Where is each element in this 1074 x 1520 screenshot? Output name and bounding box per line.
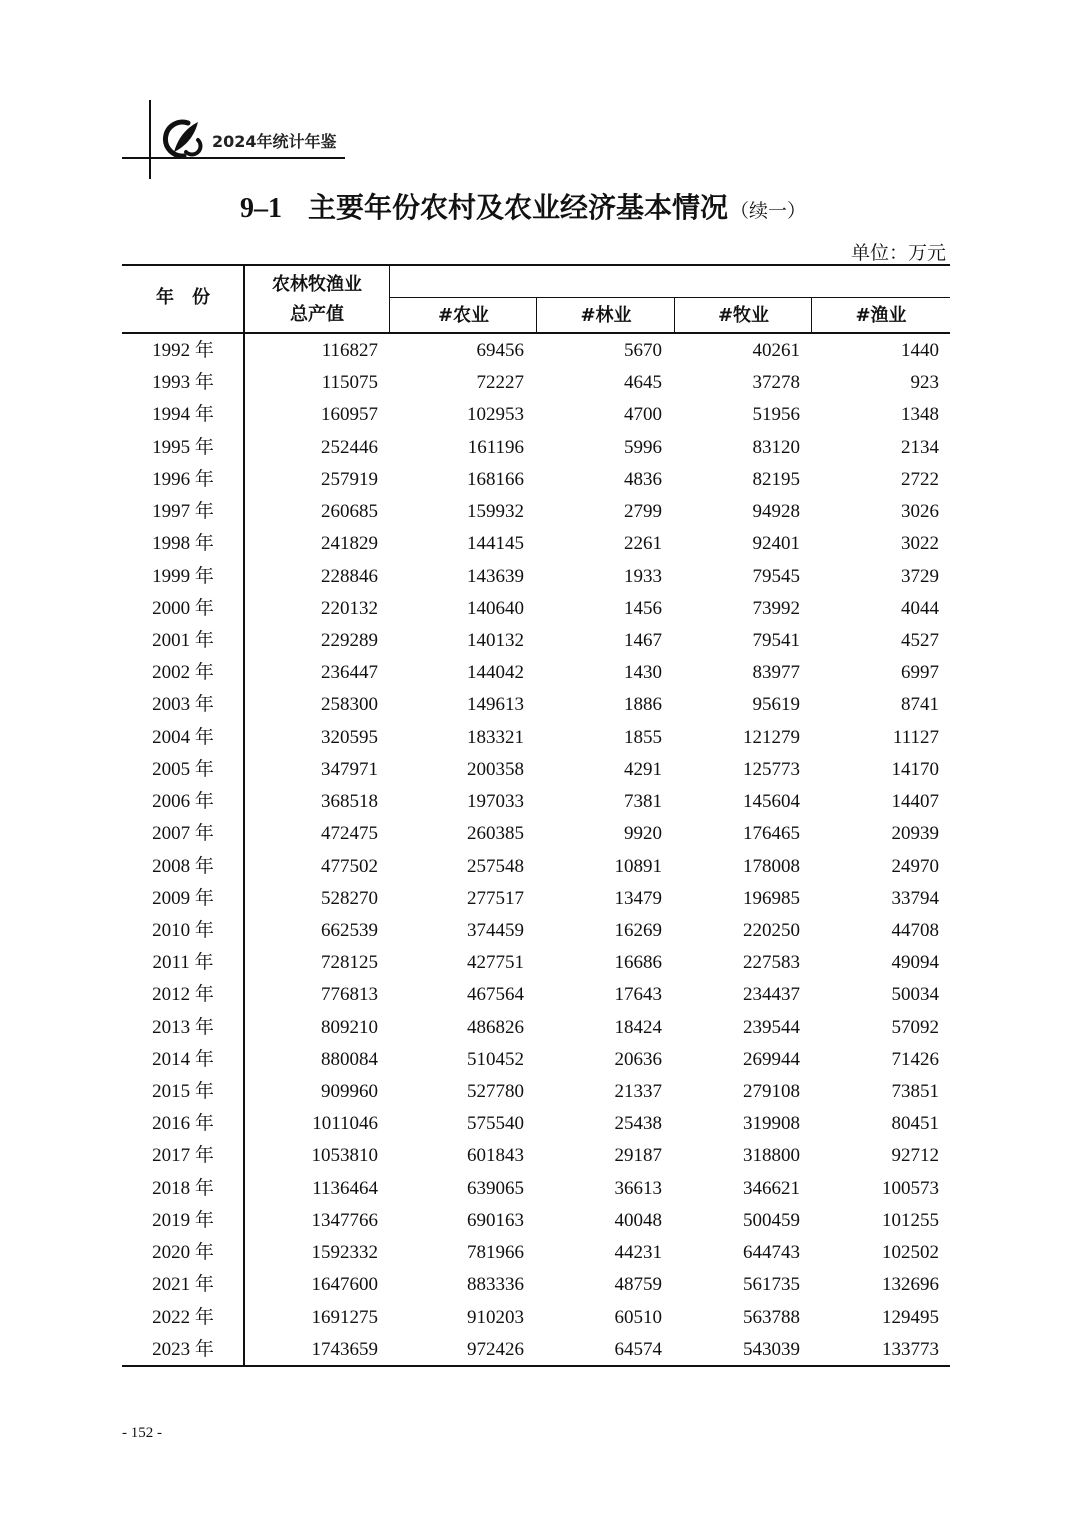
cell-year: 1993 年 [152,372,214,394]
cell-forestry: 1933 [624,565,662,587]
cell-year: 2023 年 [152,1338,214,1360]
cell-forestry: 1467 [624,629,662,651]
column-header-fishery: #渔业 [855,305,907,326]
cell-animal-husbandry: 176465 [743,823,800,845]
cell-forestry: 64574 [614,1338,662,1360]
cell-animal-husbandry: 644743 [743,1242,800,1264]
cell-agriculture: 639065 [467,1177,524,1199]
table-row [0,464,1074,496]
cell-agriculture: 527780 [467,1081,524,1103]
cell-animal-husbandry: 239544 [743,1016,800,1038]
cell-total: 809210 [321,1016,378,1038]
cell-year: 2007 年 [152,823,214,845]
cell-forestry: 5996 [624,436,662,458]
header-rule [122,157,345,159]
cell-total: 258300 [321,694,378,716]
cell-animal-husbandry: 319908 [743,1113,800,1135]
cell-animal-husbandry: 346621 [743,1177,800,1199]
cell-fishery: 11127 [892,726,939,748]
cell-fishery: 132696 [882,1274,939,1296]
cell-year: 2008 年 [152,855,214,877]
table-row [0,883,1074,915]
cell-animal-husbandry: 51956 [752,404,800,426]
cell-agriculture: 972426 [467,1338,524,1360]
cell-animal-husbandry: 234437 [743,984,800,1006]
cell-agriculture: 69456 [476,340,524,361]
cell-fishery: 80451 [891,1113,939,1135]
cell-year: 1994 年 [152,404,214,426]
cell-year: 2009 年 [152,887,214,909]
cell-total: 1136464 [312,1177,378,1199]
cell-animal-husbandry: 227583 [743,952,800,974]
cell-agriculture: 183321 [467,726,524,748]
cell-fishery: 1348 [901,404,939,426]
cell-agriculture: 467564 [467,984,524,1006]
cell-fishery: 3729 [901,565,939,587]
cell-year: 2015 年 [152,1081,214,1103]
table-row [0,1044,1074,1076]
cell-forestry: 4836 [624,468,662,490]
cell-animal-husbandry: 121279 [743,726,800,748]
cell-year: 2020 年 [152,1242,214,1264]
table-row [0,1173,1074,1205]
table-row [0,528,1074,560]
cell-agriculture: 257548 [467,855,524,877]
cell-total: 880084 [321,1048,378,1070]
cell-forestry: 5670 [624,340,662,361]
column-header-forestry: #林业 [580,305,632,326]
cell-animal-husbandry: 125773 [743,758,800,780]
cell-year: 2019 年 [152,1209,214,1231]
cell-total: 320595 [321,726,378,748]
cell-agriculture: 168166 [467,468,524,490]
table-row [0,367,1074,399]
cell-year: 2021 年 [152,1274,214,1296]
cell-fishery: 102502 [882,1242,939,1264]
table-row [0,1269,1074,1301]
cell-forestry: 29187 [614,1145,662,1167]
cell-fishery: 3026 [901,501,939,523]
cell-forestry: 2261 [624,533,662,555]
cell-total: 528270 [321,887,378,909]
cell-total: 236447 [321,662,378,684]
table-row [0,593,1074,625]
table-row [0,979,1074,1011]
cell-animal-husbandry: 83120 [752,436,800,458]
cell-year: 2013 年 [152,1016,214,1038]
cell-fishery: 14407 [891,791,939,813]
cell-animal-husbandry: 178008 [743,855,800,877]
cell-forestry: 48759 [614,1274,662,1296]
table-row [0,1237,1074,1269]
cell-forestry: 21337 [614,1081,662,1103]
cell-year: 2003 年 [152,694,214,716]
table-row [0,657,1074,689]
cell-year: 1996 年 [152,468,214,490]
cell-fishery: 57092 [891,1016,939,1038]
table-number: 9–1 [240,193,282,224]
cell-agriculture: 601843 [467,1145,524,1167]
cell-fishery: 101255 [882,1209,939,1231]
cell-forestry: 20636 [614,1048,662,1070]
cell-year: 2010 年 [152,919,214,941]
column-header-total-line2: 总产值 [290,304,344,325]
cell-fishery: 6997 [901,662,939,684]
table-row [0,915,1074,947]
cell-forestry: 1456 [624,597,662,619]
table-row [0,786,1074,818]
cell-total: 229289 [321,629,378,651]
cell-forestry: 1855 [624,726,662,748]
table-row [0,1012,1074,1044]
cell-agriculture: 883336 [467,1274,524,1296]
cell-year: 1999 年 [152,565,214,587]
cell-animal-husbandry: 318800 [743,1145,800,1167]
crop-mark-vertical [149,100,151,179]
table-row [0,1140,1074,1172]
cell-agriculture: 910203 [467,1306,524,1328]
page-number: - 152 - [122,1425,162,1441]
column-header-year: 年 份 [156,287,210,308]
cell-total: 1592332 [311,1242,378,1264]
cell-total: 1691275 [311,1306,378,1328]
table-row [0,818,1074,850]
cell-agriculture: 140640 [467,597,524,619]
cell-animal-husbandry: 269944 [743,1048,800,1070]
cell-forestry: 4700 [624,404,662,426]
cell-forestry: 1886 [624,694,662,716]
cell-agriculture: 72227 [476,372,524,394]
cell-fishery: 49094 [891,952,939,974]
cell-forestry: 7381 [624,791,662,813]
cell-fishery: 2722 [901,468,939,490]
cell-agriculture: 143639 [467,565,524,587]
table-row [0,432,1074,464]
cell-agriculture: 144145 [467,533,524,555]
cell-year: 1995 年 [152,436,214,458]
table-row [0,1076,1074,1108]
cell-year: 2011 年 [152,952,214,974]
table-row [0,722,1074,754]
cell-animal-husbandry: 145604 [743,791,800,813]
cell-fishery: 4527 [901,629,939,651]
cell-fishery: 100573 [882,1177,939,1199]
table-row [0,335,1074,367]
cell-agriculture: 140132 [467,629,524,651]
table-row [0,561,1074,593]
cell-fishery: 92712 [891,1145,939,1167]
cell-agriculture: 149613 [467,694,524,716]
cell-animal-husbandry: 196985 [743,887,800,909]
cell-agriculture: 427751 [467,952,524,974]
cell-fishery: 14170 [891,758,939,780]
cell-animal-husbandry: 279108 [743,1081,800,1103]
cell-total: 241829 [321,533,378,555]
cell-fishery: 4044 [901,597,939,619]
cell-forestry: 4291 [624,758,662,780]
cell-animal-husbandry: 83977 [752,662,800,684]
cell-forestry: 44231 [614,1242,662,1264]
cell-fishery: 71426 [891,1048,939,1070]
cell-forestry: 10891 [614,855,662,877]
cell-agriculture: 277517 [467,887,524,909]
cell-total: 728125 [321,952,378,974]
cell-animal-husbandry: 92401 [752,533,800,555]
table-title-text: 主要年份农村及农业经济基本情况 [308,191,729,224]
cell-total: 776813 [321,984,378,1006]
cell-forestry: 13479 [614,887,662,909]
cell-total: 252446 [321,436,378,458]
table-row [0,689,1074,721]
cell-total: 347971 [321,758,378,780]
table-body [0,335,1074,1366]
cell-animal-husbandry: 79541 [752,629,800,651]
table-row [0,496,1074,528]
cell-year: 2005 年 [152,758,214,780]
cell-animal-husbandry: 40261 [752,340,800,361]
table-row [0,947,1074,979]
table-row [0,851,1074,883]
cell-fishery: 3022 [901,533,939,555]
cell-animal-husbandry: 94928 [752,501,800,523]
cell-fishery: 44708 [891,919,939,941]
cell-fishery: 73851 [891,1081,939,1103]
cell-fishery: 24970 [891,855,939,877]
cell-total: 1647600 [311,1274,378,1296]
table-title-suffix: （续一） [730,200,807,222]
table-row [0,754,1074,786]
cell-fishery: 923 [910,372,939,394]
cell-year: 1998 年 [152,533,214,555]
header-sub-rule [390,297,950,298]
cell-agriculture: 102953 [467,404,524,426]
cell-fishery: 8741 [901,694,939,716]
cell-total: 662539 [321,919,378,941]
cell-year: 2000 年 [152,597,214,619]
cell-animal-husbandry: 220250 [743,919,800,941]
column-header-total-line1: 农林牧渔业 [272,274,362,295]
cell-total: 116827 [321,340,378,361]
cell-year: 2012 年 [152,984,214,1006]
cell-year: 2002 年 [152,662,214,684]
cell-forestry: 25438 [614,1113,662,1135]
cell-agriculture: 510452 [467,1048,524,1070]
cell-year: 1997 年 [152,501,214,523]
cell-agriculture: 260385 [467,823,524,845]
table-row [0,1108,1074,1140]
table-row [0,1302,1074,1334]
cell-total: 477502 [321,855,378,877]
cell-year: 2017 年 [152,1145,214,1167]
cell-total: 472475 [321,823,378,845]
cell-fishery: 50034 [891,984,939,1006]
cell-year: 2022 年 [152,1306,214,1328]
cell-agriculture: 374459 [467,919,524,941]
cell-animal-husbandry: 95619 [752,694,800,716]
table-title [240,186,806,226]
cell-year: 2014 年 [152,1048,214,1070]
cell-forestry: 16269 [614,919,662,941]
column-header-animal-husbandry: #牧业 [717,305,770,326]
cell-fishery: 2134 [901,436,939,458]
cell-agriculture: 690163 [467,1209,524,1231]
cell-year: 2001 年 [152,629,214,651]
cell-agriculture: 781966 [467,1242,524,1264]
yearbook-logo-icon [158,116,208,162]
cell-year: 2018 年 [152,1177,214,1199]
cell-animal-husbandry: 37278 [752,372,800,394]
cell-total: 115075 [321,372,378,394]
cell-animal-husbandry: 82195 [752,468,800,490]
cell-year: 1992 年 [152,340,214,361]
cell-forestry: 1430 [624,662,662,684]
cell-agriculture: 486826 [467,1016,524,1038]
yearbook-title: 2024年统计年鉴 [212,132,337,151]
cell-total: 1743659 [311,1338,378,1360]
table-row [0,1205,1074,1237]
cell-total: 260685 [321,501,378,523]
cell-animal-husbandry: 79545 [752,565,800,587]
cell-year: 2006 年 [152,791,214,813]
cell-animal-husbandry: 543039 [743,1338,800,1360]
cell-total: 1011046 [312,1113,378,1135]
cell-total: 228846 [321,565,378,587]
cell-total: 1053810 [311,1145,378,1167]
cell-forestry: 18424 [614,1016,662,1038]
cell-year: 2004 年 [152,726,214,748]
cell-animal-husbandry: 73992 [752,597,800,619]
cell-forestry: 17643 [614,984,662,1006]
cell-agriculture: 159932 [467,501,524,523]
cell-forestry: 9920 [624,823,662,845]
cell-forestry: 16686 [614,952,662,974]
table-row [0,399,1074,431]
cell-animal-husbandry: 500459 [743,1209,800,1231]
cell-fishery: 129495 [882,1306,939,1328]
cell-agriculture: 161196 [467,436,524,458]
cell-fishery: 33794 [891,887,939,909]
cell-agriculture: 144042 [467,662,524,684]
cell-forestry: 40048 [614,1209,662,1231]
cell-agriculture: 197033 [467,791,524,813]
cell-total: 909960 [321,1081,378,1103]
cell-fishery: 20939 [891,823,939,845]
cell-total: 1347766 [311,1209,378,1231]
cell-year: 2016 年 [152,1113,214,1135]
cell-animal-husbandry: 561735 [743,1274,800,1296]
cell-animal-husbandry: 563788 [743,1306,800,1328]
cell-agriculture: 200358 [467,758,524,780]
cell-forestry: 36613 [614,1177,662,1199]
cell-total: 368518 [321,791,378,813]
cell-total: 257919 [321,468,378,490]
table-row [0,1334,1074,1366]
table-row [0,625,1074,657]
cell-fishery: 133773 [882,1338,939,1360]
cell-forestry: 60510 [614,1306,662,1328]
column-header-agriculture: #农业 [437,305,490,326]
cell-total: 220132 [321,597,378,619]
table-top-rule [122,264,950,266]
cell-forestry: 2799 [624,501,662,523]
cell-total: 160957 [321,404,378,426]
cell-forestry: 4645 [624,372,662,394]
cell-fishery: 1440 [901,340,939,361]
unit-label: 单位：万元 [850,243,946,264]
cell-agriculture: 575540 [467,1113,524,1135]
